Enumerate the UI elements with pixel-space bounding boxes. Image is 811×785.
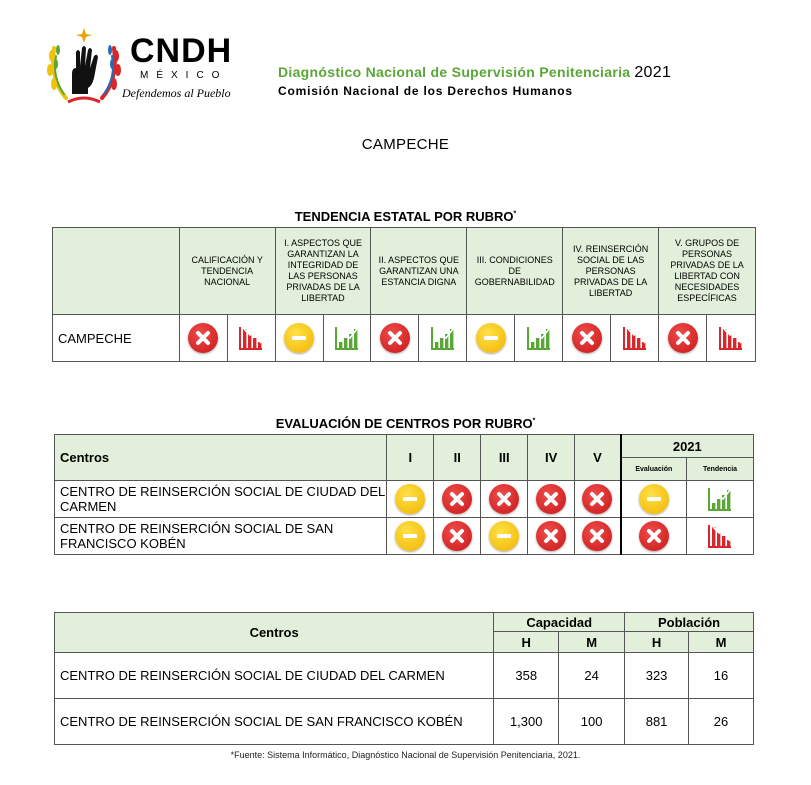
yellow-minus-icon [489,521,519,551]
icon-cell [575,518,621,555]
yellow-minus-icon [476,323,506,353]
icon-cell [227,315,275,362]
center-name: CENTRO DE REINSERCIÓN SOCIAL DE SAN FRANCISCO KOBÉN [55,699,494,745]
col-rubro-5: V. GRUPOS DE PERSONAS PRIVADAS DE LA LIBERTAD CON NECESIDADES ESPECÍFICAS [659,228,756,315]
icon-cell [707,315,756,362]
icon-cell [659,315,707,362]
centers-eval-title [0,416,811,431]
col-national: CALIFICACIÓN Y TENDENCIA NACIONAL [179,228,275,315]
source-footnote: *Fuente: Sistema Informático, Diagnóstico Nacional de Supervisión Penitenciaria, 2021. [230,750,581,760]
col-pop-m: M [689,632,754,653]
icon-cell [387,481,434,518]
org-motto: Defendemos al Pueblo [122,86,231,100]
report-title [278,64,671,82]
icon-cell [621,518,687,555]
col-capacity: Capacidad [494,613,625,632]
icon-cell [563,315,611,362]
col-rubro-2: II. ASPECTOS QUE GARANTIZAN UNA ESTANCIA DIGNA [371,228,467,315]
capacity-h: 1,300 [494,699,559,745]
icon-cell [575,481,621,518]
icon-cell [481,518,528,555]
col-population: Población [625,613,754,632]
capacity-table [54,612,754,745]
trend-down-icon [707,523,733,549]
icon-cell [323,315,371,362]
red-x-icon [668,323,698,353]
state-trend-title-text: TENDENCIA ESTATAL POR RUBRO [294,209,514,224]
center-name: CENTRO DE REINSERCIÓN SOCIAL DE SAN FRANCISCO KOBÉN [55,518,387,555]
red-x-icon [572,323,602,353]
col-rubro-1: I. ASPECTOS QUE GARANTIZAN LA INTEGRIDAD DE LAS PERSONAS PRIVADAS DE LA LIBERTAD [275,228,371,315]
red-x-icon [536,484,566,514]
col-evaluation: Evaluación [621,458,687,481]
report-title-text: Diagnóstico Nacional de Supervisión Penitenciaria [278,64,631,80]
yellow-minus-icon [284,323,314,353]
laurel-hand-emblem [44,28,124,106]
state-title: CAMPECHE [361,136,450,153]
trend-up-icon [526,325,552,351]
trend-down-icon [238,325,264,351]
trend-up-icon [430,325,456,351]
icon-cell [515,315,563,362]
center-name: CENTRO DE REINSERCIÓN SOCIAL DE CIUDAD DEL CARMEN [55,481,387,518]
centers-eval-table [54,434,754,555]
population-m: 26 [689,699,754,745]
col-trend: Tendencia [687,458,754,481]
icon-cell [371,315,419,362]
commission-name: Comisión Nacional de los Derechos Humanos [278,84,573,98]
red-x-icon [442,521,472,551]
capacity-h: 358 [494,653,559,699]
icon-cell [687,481,754,518]
org-name: CNDH [130,32,233,70]
capacity-m: 100 [559,699,625,745]
col-rubro-4: IV. REINSERCIÓN SOCIAL DE LAS PERSONAS PRIVADAS DE LA LIBERTAD [563,228,659,315]
red-x-icon [188,323,218,353]
trend-down-icon [718,325,744,351]
icon-cell [481,481,528,518]
col-rubro-3: III. CONDICIONES DE GOBERNABILIDAD [467,228,563,315]
col-roman-4: IV [528,435,575,481]
center-name: CENTRO DE REINSERCIÓN SOCIAL DE CIUDAD DEL CARMEN [55,653,494,699]
red-x-icon [582,521,612,551]
red-x-icon [489,484,519,514]
col-roman-3: III [481,435,528,481]
yellow-minus-icon [395,521,425,551]
report-year: 2021 [634,64,672,81]
org-country: MÉXICO [140,70,228,81]
trend-down-icon [622,325,648,351]
state-trend-title [0,209,811,224]
icon-cell [419,315,467,362]
trend-up-icon [334,325,360,351]
capacity-m: 24 [559,653,625,699]
icon-cell [179,315,227,362]
icon-cell [387,518,434,555]
col-year: 2021 [621,435,754,458]
red-x-icon [442,484,472,514]
asterisk-mark: * [513,210,517,218]
icon-cell [434,518,481,555]
population-h: 881 [625,699,689,745]
col-pop-h: H [625,632,689,653]
population-h: 323 [625,653,689,699]
col-roman-5: V [575,435,621,481]
population-m: 16 [689,653,754,699]
centers-eval-title-text: EVALUACIÓN DE CENTROS POR RUBRO [275,416,533,431]
icon-cell [467,315,515,362]
col-centers: Centros [55,435,387,481]
icon-cell [434,481,481,518]
yellow-minus-icon [395,484,425,514]
icon-cell [275,315,323,362]
state-row-label: CAMPECHE [53,315,180,362]
col-roman-2: II [434,435,481,481]
trend-up-icon [707,486,733,512]
yellow-minus-icon [639,484,669,514]
icon-cell [528,481,575,518]
col-cap-m: M [559,632,625,653]
col-roman-1: I [387,435,434,481]
col-centers: Centros [55,613,494,653]
state-trend-table [52,227,756,362]
icon-cell [621,481,687,518]
red-x-icon [639,521,669,551]
icon-cell [687,518,754,555]
col-cap-h: H [494,632,559,653]
icon-cell [528,518,575,555]
icon-cell [611,315,659,362]
asterisk-mark: * [532,417,536,425]
red-x-icon [536,521,566,551]
red-x-icon [582,484,612,514]
empty-header-cell [53,228,180,315]
red-x-icon [380,323,410,353]
